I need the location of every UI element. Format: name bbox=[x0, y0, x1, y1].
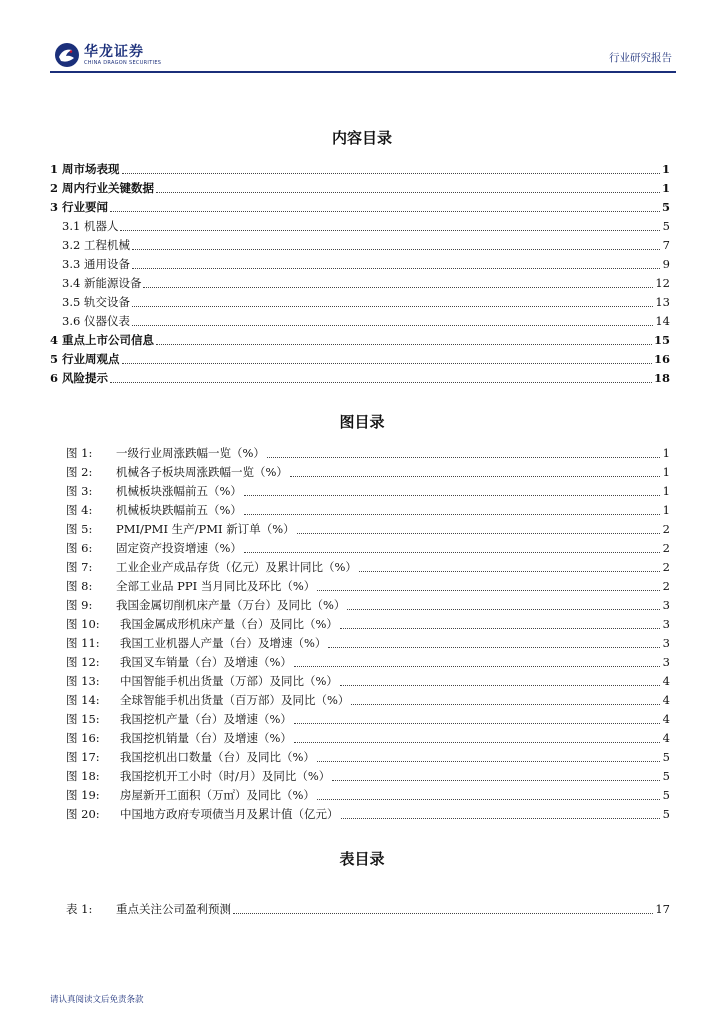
figure-page: 3 bbox=[662, 598, 670, 612]
figure-page: 1 bbox=[662, 465, 670, 479]
leader-dots bbox=[341, 818, 661, 819]
leader-dots bbox=[233, 913, 653, 914]
leader-dots bbox=[120, 230, 660, 231]
figure-page: 5 bbox=[662, 769, 670, 783]
figure-number: 图 9: bbox=[66, 598, 93, 612]
figure-number: 图 14: bbox=[66, 693, 100, 707]
figure-number: 图 6: bbox=[66, 541, 93, 555]
toc-entry-label: 3 行业要闻 bbox=[50, 200, 109, 214]
figure-entry[interactable] bbox=[66, 559, 670, 575]
toc-subentry[interactable] bbox=[62, 313, 670, 329]
figure-entry[interactable] bbox=[66, 806, 670, 822]
leader-dots bbox=[290, 476, 660, 477]
figure-number: 图 16: bbox=[66, 731, 100, 745]
leader-dots bbox=[122, 173, 660, 174]
toc-entry-page: 9 bbox=[662, 257, 670, 271]
figure-label: 全球智能手机出货量（百万部）及同比（%） bbox=[120, 693, 350, 707]
toc-entry-page: 7 bbox=[662, 238, 670, 252]
figure-label: 我国挖机产量（台）及增速（%） bbox=[120, 712, 292, 726]
company-logo bbox=[50, 38, 190, 72]
figure-number: 图 3: bbox=[66, 484, 93, 498]
toc-entry[interactable] bbox=[50, 370, 670, 386]
figure-label: 我国挖机销量（台）及增速（%） bbox=[120, 731, 292, 745]
leader-dots bbox=[244, 495, 660, 496]
table-list-title: 表目录 bbox=[339, 850, 385, 868]
leader-dots bbox=[340, 628, 660, 629]
leader-dots bbox=[294, 723, 660, 724]
figure-entry[interactable] bbox=[66, 730, 670, 746]
figure-number: 图 8: bbox=[66, 579, 93, 593]
leader-dots bbox=[340, 685, 660, 686]
toc-entry-label: 6 风险提示 bbox=[50, 371, 109, 385]
toc-entry-page: 12 bbox=[655, 276, 670, 290]
figure-page: 3 bbox=[662, 617, 670, 631]
leader-dots bbox=[351, 704, 660, 705]
leader-dots bbox=[132, 249, 660, 250]
header-divider bbox=[50, 71, 676, 73]
toc-entry-label: 3.6 仪器仪表 bbox=[62, 314, 130, 328]
toc-entry[interactable] bbox=[50, 199, 670, 215]
leader-dots bbox=[328, 647, 660, 648]
figure-entry[interactable] bbox=[66, 787, 670, 803]
figure-page: 3 bbox=[662, 636, 670, 650]
toc-entry-page: 15 bbox=[653, 333, 670, 347]
toc-subentry[interactable] bbox=[62, 294, 670, 310]
toc-entry-label: 3.5 轨交设备 bbox=[62, 295, 130, 309]
leader-dots bbox=[317, 590, 660, 591]
figure-number: 图 20: bbox=[66, 807, 100, 821]
toc-entry-label: 5 行业周观点 bbox=[50, 352, 120, 366]
toc-entry-label: 3.3 通用设备 bbox=[62, 257, 130, 271]
figure-entry[interactable] bbox=[66, 749, 670, 765]
figure-page: 2 bbox=[662, 522, 670, 536]
leader-dots bbox=[244, 514, 660, 515]
figure-number: 图 17: bbox=[66, 750, 100, 764]
leader-dots bbox=[294, 666, 660, 667]
figure-entry[interactable] bbox=[66, 464, 670, 480]
toc-entry-page: 5 bbox=[661, 200, 670, 214]
figure-page: 5 bbox=[662, 788, 670, 802]
figure-page: 2 bbox=[662, 560, 670, 574]
toc-subentry[interactable] bbox=[62, 275, 670, 291]
figure-page: 2 bbox=[662, 541, 670, 555]
figure-page: 1 bbox=[662, 503, 670, 517]
leader-dots bbox=[110, 382, 652, 383]
toc-subentry[interactable] bbox=[62, 237, 670, 253]
table-number: 表 1: bbox=[66, 902, 93, 916]
figure-entry[interactable] bbox=[66, 597, 670, 613]
figure-entry[interactable] bbox=[66, 673, 670, 689]
toc-entry-page: 16 bbox=[653, 352, 670, 366]
leader-dots bbox=[267, 457, 660, 458]
report-type-label: 行业研究报告 bbox=[609, 52, 672, 64]
figure-number: 图 15: bbox=[66, 712, 100, 726]
figure-entry[interactable] bbox=[66, 521, 670, 537]
figure-page: 3 bbox=[662, 655, 670, 669]
figure-entry[interactable] bbox=[66, 540, 670, 556]
dragon-logo-icon bbox=[54, 42, 80, 68]
toc-entry[interactable] bbox=[50, 332, 670, 348]
figure-entry[interactable] bbox=[66, 616, 670, 632]
leader-dots bbox=[294, 742, 660, 743]
leader-dots bbox=[132, 325, 653, 326]
leader-dots bbox=[332, 780, 660, 781]
toc-entry-label: 1 周市场表现 bbox=[50, 162, 120, 176]
toc-title: 内容目录 bbox=[331, 129, 392, 147]
toc-entry-label: 3.1 机器人 bbox=[62, 219, 119, 233]
leader-dots bbox=[317, 799, 660, 800]
figure-entry[interactable] bbox=[66, 578, 670, 594]
toc-entry-label: 3.2 工程机械 bbox=[62, 238, 130, 252]
toc-entry-page: 5 bbox=[662, 219, 670, 233]
figure-label: 一级行业周涨跌幅一览（%） bbox=[116, 446, 265, 460]
figure-page: 4 bbox=[662, 712, 670, 726]
figure-entry[interactable] bbox=[66, 711, 670, 727]
table-page: 17 bbox=[655, 902, 670, 916]
figure-label: 我国挖机开工小时（时/月）及同比（%） bbox=[120, 769, 331, 783]
figure-page: 1 bbox=[662, 446, 670, 460]
leader-dots bbox=[156, 192, 660, 193]
logo-english-text: CHINA DRAGON SECURITIES bbox=[84, 60, 162, 66]
figure-label: 固定资产投资增速（%） bbox=[116, 541, 242, 555]
figure-label: 机械各子板块周涨跌幅一览（%） bbox=[116, 465, 288, 479]
figure-page: 2 bbox=[662, 579, 670, 593]
figure-label: 我国金属切削机床产量（万台）及同比（%） bbox=[116, 598, 346, 612]
figure-number: 图 4: bbox=[66, 503, 93, 517]
disclaimer-footer: 请认真阅读文后免责条款 bbox=[50, 995, 144, 1005]
figure-page: 4 bbox=[662, 693, 670, 707]
toc-subentry[interactable] bbox=[62, 256, 670, 272]
toc-entry[interactable] bbox=[50, 351, 670, 367]
figure-label: 全部工业品 PPI 当月同比及环比（%） bbox=[116, 579, 316, 593]
leader-dots bbox=[244, 552, 660, 553]
figure-label: PMI/PMI 生产/PMI 新订单（%） bbox=[116, 522, 295, 536]
figure-label: 我国挖机出口数量（台）及同比（%） bbox=[120, 750, 315, 764]
toc-entry-label: 4 重点上市公司信息 bbox=[50, 333, 155, 347]
figure-entry[interactable] bbox=[66, 445, 670, 461]
figure-entry[interactable] bbox=[66, 483, 670, 499]
figure-number: 图 19: bbox=[66, 788, 100, 802]
figure-page: 5 bbox=[662, 750, 670, 764]
toc-entry-page: 1 bbox=[661, 162, 670, 176]
figure-label: 机械板块跌幅前五（%） bbox=[116, 503, 242, 517]
toc-entry-page: 14 bbox=[655, 314, 670, 328]
leader-dots bbox=[359, 571, 660, 572]
leader-dots bbox=[143, 287, 653, 288]
figure-label: 工业企业产成品存货（亿元）及累计同比（%） bbox=[116, 560, 357, 574]
toc-entry[interactable] bbox=[50, 161, 670, 177]
figure-entry[interactable] bbox=[66, 768, 670, 784]
leader-dots bbox=[122, 363, 652, 364]
figure-number: 图 1: bbox=[66, 446, 93, 460]
logo-chinese-text: 华龙证券 bbox=[84, 44, 144, 60]
figure-entry[interactable] bbox=[66, 654, 670, 670]
toc-entry-page: 13 bbox=[655, 295, 670, 309]
figure-number: 图 18: bbox=[66, 769, 100, 783]
toc-entry[interactable] bbox=[50, 180, 670, 196]
figure-label: 我国金属成形机床产量（台）及同比（%） bbox=[120, 617, 338, 631]
figure-number: 图 13: bbox=[66, 674, 100, 688]
figure-label: 中国地方政府专项债当月及累计值（亿元） bbox=[120, 807, 339, 821]
toc-entry-page: 1 bbox=[661, 181, 670, 195]
toc-entry-label: 3.4 新能源设备 bbox=[62, 276, 142, 290]
toc-subentry[interactable] bbox=[62, 218, 670, 234]
leader-dots bbox=[132, 306, 653, 307]
figure-entry[interactable] bbox=[66, 635, 670, 651]
figure-number: 图 10: bbox=[66, 617, 100, 631]
figure-label: 房屋新开工面积（万㎡）及同比（%） bbox=[120, 788, 315, 802]
leader-dots bbox=[132, 268, 660, 269]
figure-page: 4 bbox=[662, 674, 670, 688]
toc-entry-page: 18 bbox=[653, 371, 670, 385]
figure-list-title: 图目录 bbox=[339, 413, 385, 431]
figure-number: 图 2: bbox=[66, 465, 93, 479]
figure-number: 图 12: bbox=[66, 655, 100, 669]
leader-dots bbox=[156, 344, 652, 345]
figure-number: 图 5: bbox=[66, 522, 93, 536]
figure-label: 机械板块涨幅前五（%） bbox=[116, 484, 242, 498]
table-entry[interactable] bbox=[66, 901, 670, 917]
leader-dots bbox=[347, 609, 660, 610]
leader-dots bbox=[297, 533, 660, 534]
figure-label: 我国叉车销量（台）及增速（%） bbox=[120, 655, 292, 669]
figure-page: 4 bbox=[662, 731, 670, 745]
toc-entry-label: 2 周内行业关键数据 bbox=[50, 181, 155, 195]
figure-label: 我国工业机器人产量（台）及增速（%） bbox=[120, 636, 327, 650]
figure-number: 图 7: bbox=[66, 560, 93, 574]
figure-entry[interactable] bbox=[66, 502, 670, 518]
leader-dots bbox=[110, 211, 660, 212]
figure-number: 图 11: bbox=[66, 636, 100, 650]
figure-entry[interactable] bbox=[66, 692, 670, 708]
table-label: 重点关注公司盈利预测 bbox=[116, 902, 231, 916]
leader-dots bbox=[317, 761, 660, 762]
figure-page: 1 bbox=[662, 484, 670, 498]
figure-label: 中国智能手机出货量（万部）及同比（%） bbox=[120, 674, 338, 688]
page-header bbox=[50, 38, 676, 72]
figure-page: 5 bbox=[662, 807, 670, 821]
